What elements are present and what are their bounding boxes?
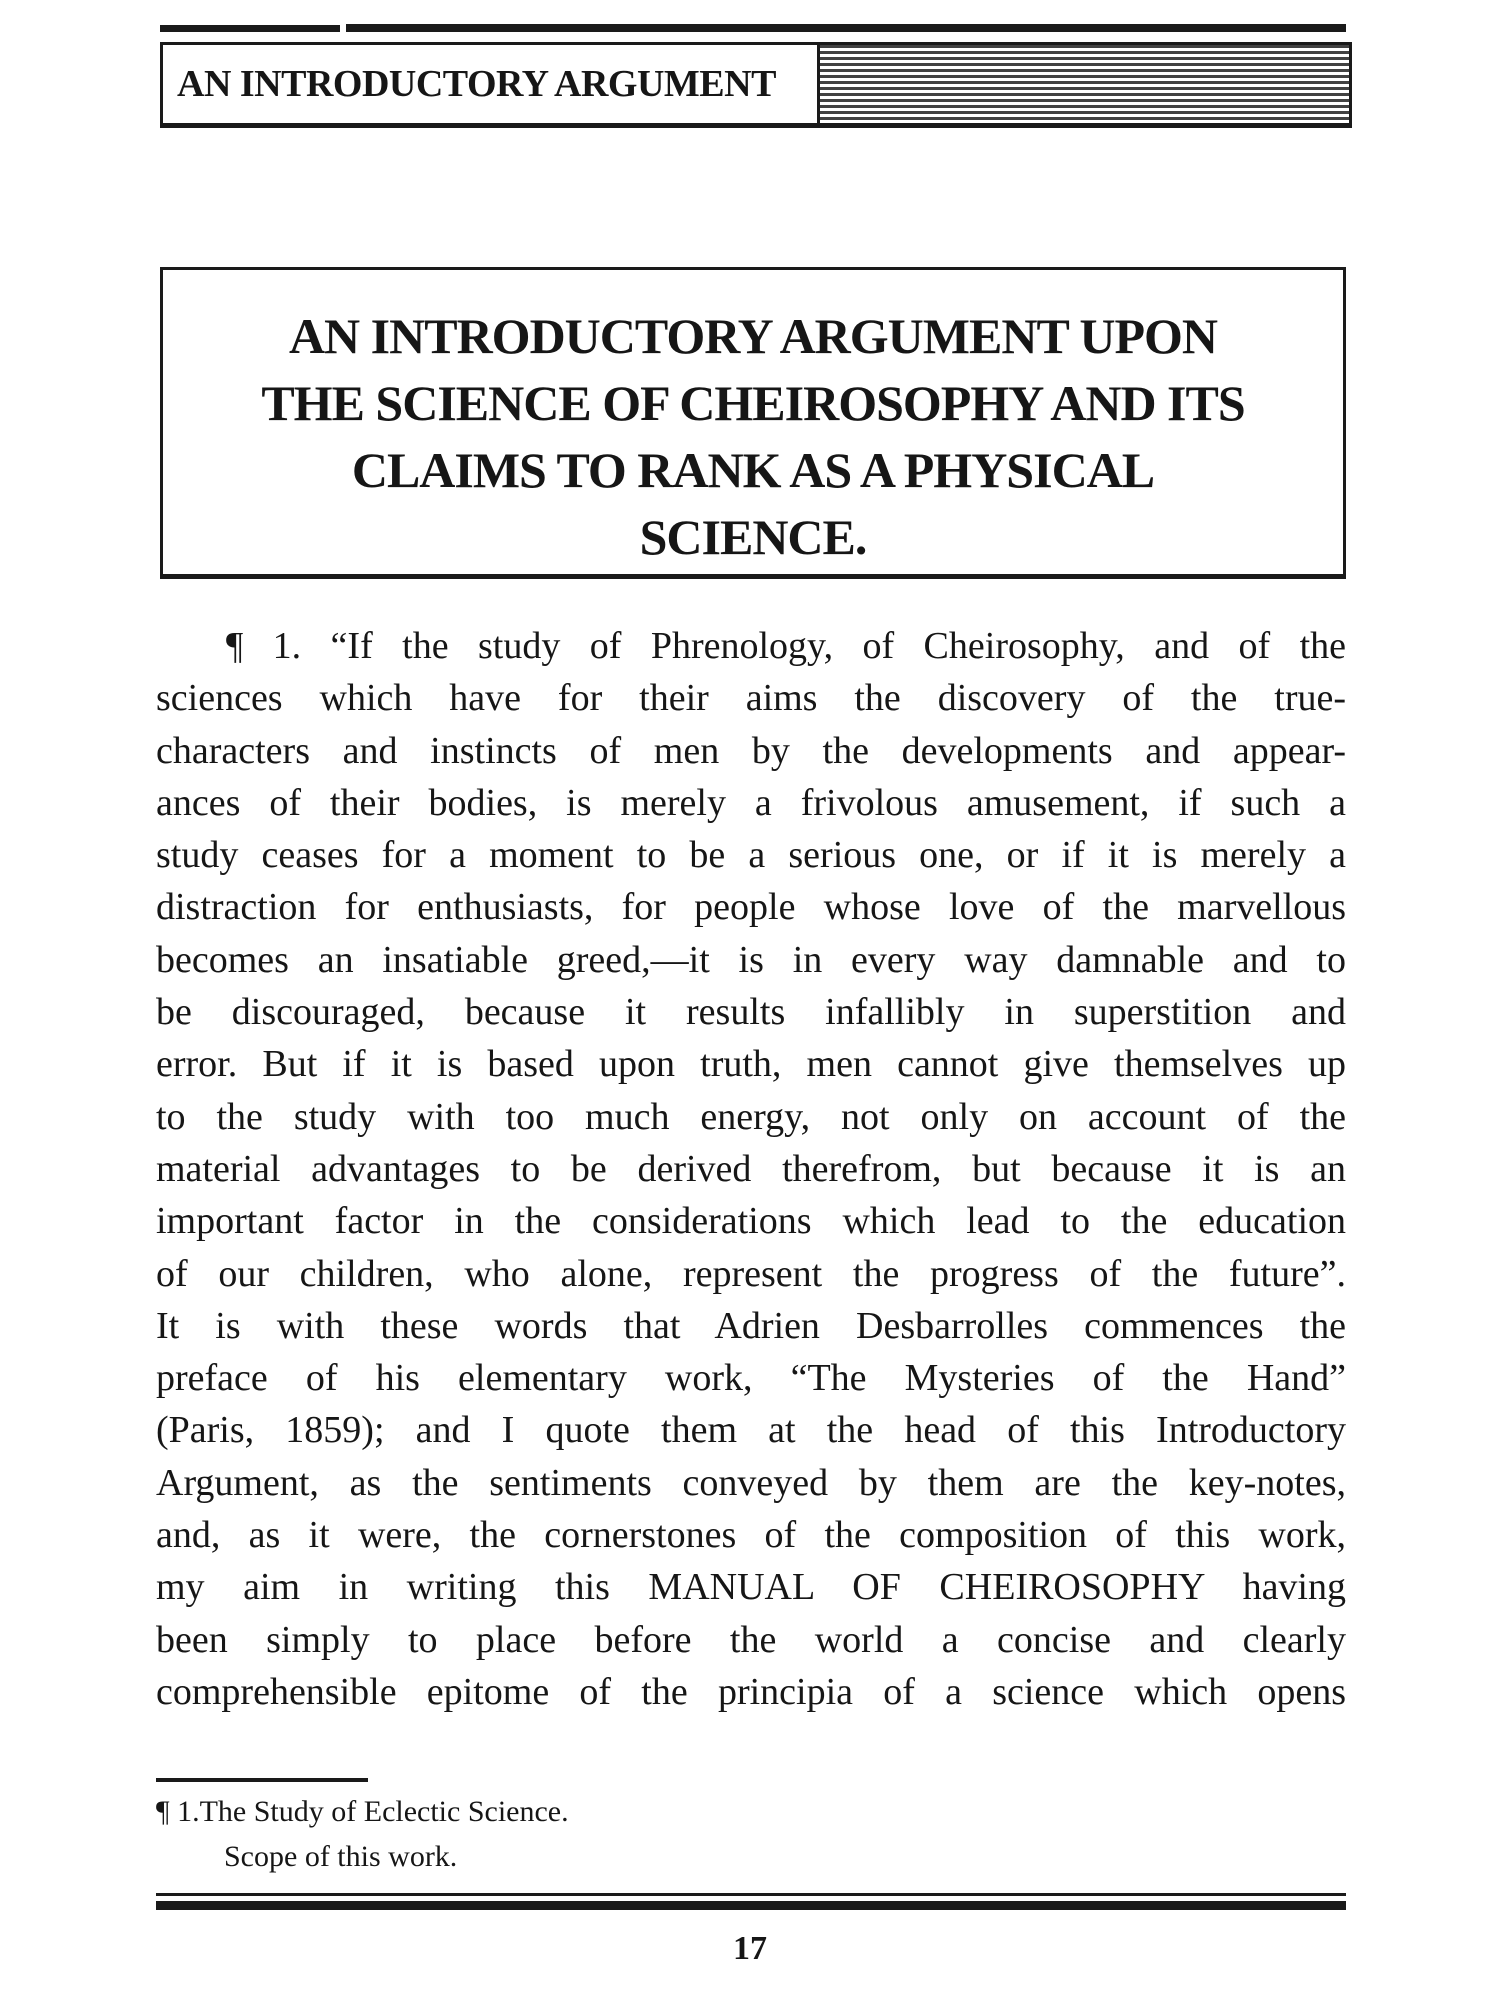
body-line: preface of his elementary work, “The Mysteries of the Hand” — [156, 1357, 1346, 1400]
body-line: characters and instincts of men by the developments and appear- — [156, 729, 1346, 772]
running-header-label: AN INTRODUCTORY ARGUMENT — [163, 45, 820, 123]
body-line: been simply to place before the world a concise and clearly — [156, 1618, 1346, 1661]
page-number: 17 — [733, 1930, 767, 1967]
bottom-rule-thick — [156, 1901, 1346, 1910]
top-rule-left — [160, 25, 340, 32]
body-line: ances of their bodies, is merely a frivolous amusement, if such a — [156, 781, 1346, 824]
top-rule-right — [346, 24, 1346, 32]
chapter-title-line: CLAIMS TO RANK AS A PHYSICAL — [351, 442, 1155, 498]
body-line: Argument, as the sentiments conveyed by them are the key-notes, — [156, 1461, 1346, 1504]
body-text — [156, 620, 1346, 1718]
body-line: be discouraged, because it results infallibly in superstition and — [156, 991, 1346, 1034]
chapter-title-box — [160, 267, 1346, 579]
running-header — [160, 42, 1352, 128]
body-line: study ceases for a moment to be a serious one, or if it is merely a — [156, 834, 1346, 877]
body-line: sciences which have for their aims the discovery of the true- — [156, 677, 1346, 720]
body-line: becomes an insatiable greed,—it is in every way damnable and to — [156, 938, 1346, 981]
chapter-title-line: SCIENCE. — [639, 509, 867, 565]
body-line: material advantages to be derived therefrom, but because it is an — [156, 1147, 1346, 1190]
footnote-line-1: ¶ 1.The Study of Eclectic Science. — [156, 1795, 569, 1828]
chapter-title-line: AN INTRODUCTORY ARGUMENT UPON — [288, 308, 1218, 364]
body-line: my aim in writing this MANUAL OF CHEIROSOPHY having — [156, 1566, 1346, 1609]
body-line: of our children, who alone, represent the progress of the future”. — [156, 1252, 1346, 1295]
body-line: error. But if it is based upon truth, men cannot give themselves up — [156, 1043, 1346, 1086]
body-line: important factor in the considerations which lead to the education — [156, 1200, 1346, 1243]
body-line: (Paris, 1859); and I quote them at the head of this Introductory — [156, 1409, 1346, 1452]
body-line: distraction for enthusiasts, for people whose love of the marvellous — [156, 886, 1346, 929]
body-line: It is with these words that Adrien Desbarrolles commences the — [156, 1304, 1346, 1347]
footnote-rule — [156, 1778, 368, 1782]
chapter-title-line: THE SCIENCE OF CHEIROSOPHY AND ITS — [261, 375, 1245, 431]
body-line: to the study with too much energy, not only on account of the — [156, 1095, 1346, 1138]
body-line: and, as it were, the cornerstones of the composition of this work, — [156, 1514, 1346, 1557]
header-pattern — [820, 45, 1349, 123]
bottom-rule-thin — [156, 1893, 1346, 1896]
footnote-line-2: Scope of this work. — [224, 1840, 458, 1873]
body-line: ¶ 1. “If the study of Phrenology, of Cheirosophy, and of the — [226, 625, 1346, 667]
body-line: comprehensible epitome of the principia of a science which opens — [156, 1670, 1346, 1713]
